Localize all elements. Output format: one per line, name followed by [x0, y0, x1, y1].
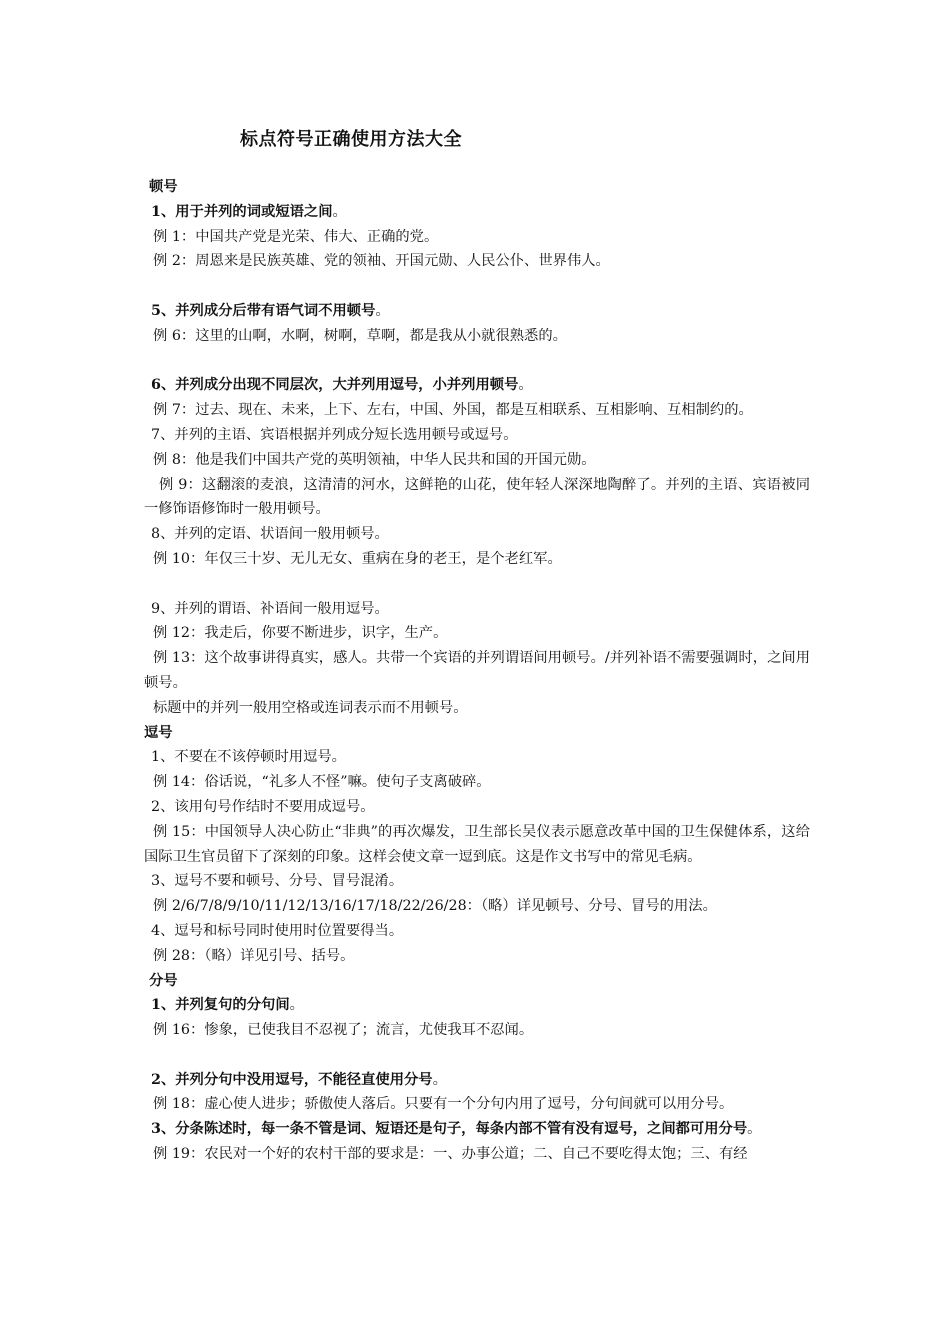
- rule-line: 2、该用句号作结时不要用成逗号。: [151, 798, 375, 815]
- example-line: 例 8：他是我们中国共产党的英明领袖，中华人民共和国的开国元勋。: [153, 451, 596, 468]
- example-line: 例 12：我走后，你要不断进步，识字，生产。: [153, 625, 448, 642]
- example-paragraph: 例 15：中国领导人决心防止“非典”的再次爆发，卫生部长吴仪表示愿意改革中国的卫生保健体系，这给国际卫生官员留下了深刻的印象。这样会使文章一逗到底。这是作文书写中的常见毛病。: [144, 823, 810, 865]
- example-line: 例 19：农民对一个好的农村干部的要求是：一、办事公道；二、自己不要吃得太饱；三、有经: [153, 1146, 748, 1163]
- blank-line: [144, 349, 810, 374]
- rule-line: 2、并列分句中没用逗号，不能径直使用分号。: [151, 1071, 447, 1088]
- example-paragraph: 例 9：这翻滚的麦浪，这清清的河水，这鲜艳的山花，使年轻人深深地陶醉了。并列的主语、宾语被同一修饰语修饰时一般用顿号。: [144, 476, 810, 518]
- document-title: 标点符号正确使用方法大全: [240, 129, 462, 150]
- example-line: 例 28：（略）详见引号、括号。: [153, 947, 355, 964]
- blank-line: [144, 1043, 810, 1068]
- rule-line: 1、并列复句的分句间。: [151, 997, 304, 1014]
- example-line: 例 2/6/7/8/9/10/11/12/13/16/17/18/22/26/28：（略）详见顿号、分号、冒号的用法。: [153, 898, 717, 915]
- blank-line: [144, 274, 810, 299]
- rule-paragraph: 3、分条陈述时，每一条不管是词、短语还是句子，每条内部不管有没有逗号，之间都可用分号。: [151, 1121, 762, 1138]
- document-body: [144, 175, 810, 1167]
- rule-line: 8、并列的定语、状语间一般用顿号。: [151, 526, 389, 543]
- rule-line: 6、并列成分出现不同层次，大并列用逗号，小并列用顿号。: [151, 377, 533, 394]
- rule-line: 3、逗号不要和顿号、分号、冒号混淆。: [151, 873, 404, 890]
- section-heading-fenhao: 分号: [149, 972, 178, 989]
- example-line: 例 16：惨象，已使我目不忍视了；流言，尤使我耳不忍闻。: [153, 1022, 534, 1039]
- rule-line: 7、并列的主语、宾语根据并列成分短长选用顿号或逗号。: [151, 426, 518, 443]
- example-line: 例 7：过去、现在、未来，上下、左右，中国、外国，都是互相联系、互相影响、互相制约的。: [153, 402, 753, 419]
- rule-line: 4、逗号和标号同时使用时位置要得当。: [151, 922, 404, 939]
- note-line: 标题中的并列一般用空格或连词表示而不用顿号。: [153, 699, 468, 716]
- example-line: 例 10：年仅三十岁、无儿无女、重病在身的老王，是个老红军。: [153, 550, 562, 567]
- section-heading-dunhao: 顿号: [149, 179, 178, 195]
- example-line: 例 2：周恩来是民族英雄、党的领袖、开国元勋、人民公仆、世界伟人。: [153, 253, 610, 270]
- example-paragraph: 例 13：这个故事讲得真实，感人。共带一个宾语的并列谓语间用顿号。/并列补语不需要强调时，之间用顿号。: [144, 650, 810, 691]
- blank-line: [144, 572, 810, 597]
- rule-line: 1、用于并列的词或短语之间。: [151, 203, 347, 220]
- example-line: 例 14：俗话说，“礼多人不怪”嘛。使句子支离破碎。: [153, 774, 491, 791]
- example-line: 例 18：虚心使人进步；骄傲使人落后。只要有一个分句内用了逗号，分句间就可以用分号。: [153, 1096, 734, 1113]
- example-line: 例 1：中国共产党是光荣、伟大、正确的党。: [153, 228, 439, 245]
- section-heading-douhao: 逗号: [144, 724, 173, 741]
- rule-line: 9、并列的谓语、补语间一般用逗号。: [151, 600, 389, 617]
- rule-line: 5、并列成分后带有语气词不用顿号。: [151, 302, 390, 319]
- example-line: 例 6：这里的山啊，水啊，树啊，草啊，都是我从小就很熟悉的。: [153, 327, 567, 344]
- rule-line: 1、不要在不该停顿时用逗号。: [151, 749, 346, 766]
